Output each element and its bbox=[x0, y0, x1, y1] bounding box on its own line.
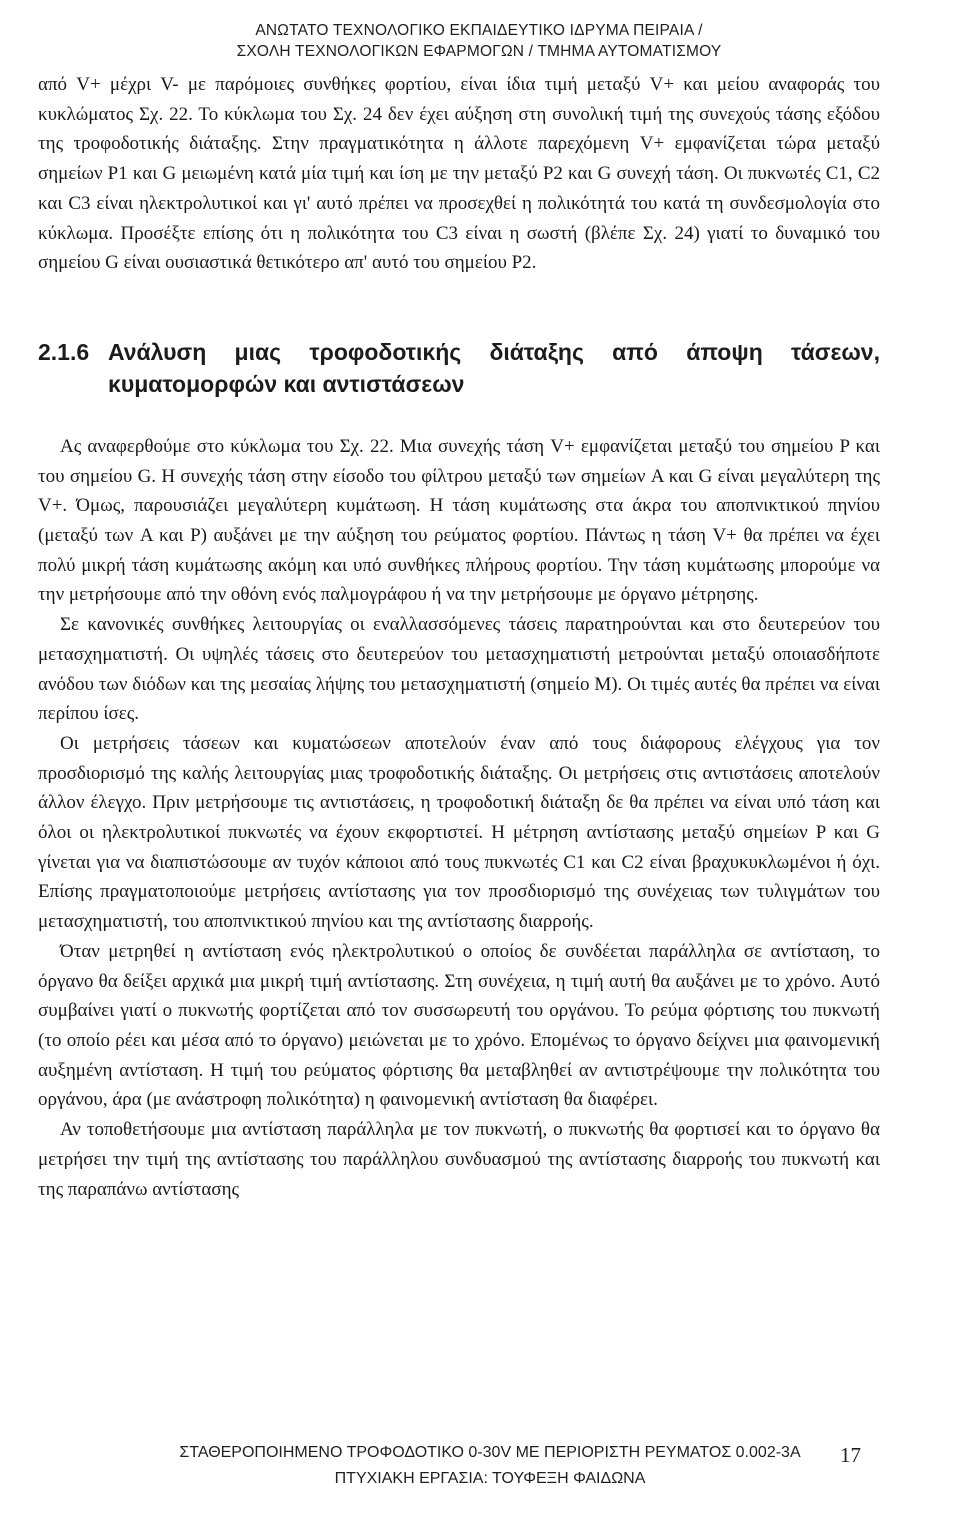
body-paragraph-1: Ας αναφερθούμε στο κύκλωμα του Σχ. 22. Μια συνεχής τάση V+ εμφανίζεται μεταξύ του σημείου P και του σημείου G. Η συνεχής τάση στην είσοδο του φίλτρου μεταξύ των σημείων A και G είναι μεγαλύτερη της V+. Όμως, παρουσιάζει μεγαλύτερη κυμάτωση. Η τάση κυμάτωσης στα άκρα του αποπνικτικού πηνίου (μεταξύ των A και P) αυξάνει με την αύξηση του ρεύματος φορτίου. Πάντως η τάση V+ θα πρέπει να έχει πολύ μικρή τάση κυμάτωσης ακόμη και υπό συνθήκες πλήρους φορτίου. Την τάση κυμάτωσης μπορούμε να την μετρήσουμε από την οθόνη ενός παλμογράφου ή να την μετρήσουμε με όργανο μέτρησης. bbox=[38, 435, 880, 606]
page-footer bbox=[0, 1440, 960, 1492]
section-number: 2.1.6 bbox=[38, 338, 90, 365]
header-department: ΣΧΟΛΗ ΤΕΧΝΟΛΟΓΙΚΩΝ ΕΦΑΡΜΟΓΩΝ / ΤΜΗΜΑ ΑΥΤΟΜΑΤΙΣΜΟΥ bbox=[236, 43, 722, 60]
page-header bbox=[38, 0, 880, 62]
body-paragraph-3: Οι μετρήσεις τάσεων και κυματώσεων αποτελούν έναν από τους διάφορους ελέγχους για τον προσδιορισμό της καλής λειτουργίας μιας τροφοδοτικής διάταξης. Οι μετρήσεις στις αντιστάσεις αποτελούν άλλον έλεγχο. Πριν μετρήσουμε τις αντιστάσεις, η τροφοδοτική διάταξη δε θα πρέπει να είναι υπό τάση και όλοι οι ηλεκτρολυτικοί πυκνωτές να έχουν εκφορτιστεί. Η μέτρηση αντίστασης μεταξύ σημείων P και G γίνεται για να διαπιστώσουμε αν τυχόν κάποιοι από τους πυκνωτές C1 και C2 είναι βραχυκυκλωμένοι ή όχι. Επίσης πραγματοποιούμε μετρήσεις αντίστασης για τον προσδιορισμό της συνέχειας των τυλιγμάτων του μετασχηματιστή, του αποπνικτικού πηνίου και της αντίστασης διαρροής. bbox=[38, 732, 880, 933]
body-paragraph-4: Όταν μετρηθεί η αντίσταση ενός ηλεκτρολυτικού ο οποίος δε συνδέεται παράλληλα σε αντίσταση, το όργανο θα δείξει αρχικά μια μικρή τιμή αντίστασης. Στη συνέχεια, η τιμή αυτή θα αυξάνει με το χρόνο. Αυτό συμβαίνει γιατί ο πυκνωτής φορτίζεται από τον συσσωρευτή του οργάνου. Το ρεύμα φόρτισης του πυκνωτή (το οποίο ρέει και μέσα από το όργανο) μειώνεται με το χρόνο. Επομένως το όργανο δείχνει μια φαινομενική αυξημένη αντίσταση. Η τιμή του ρεύματος φόρτισης θα μεταβληθεί αν αντιστρέψουμε την πολικότητα του οργάνου, άρα (με ανάστροφη πολικότητα) η φαινομενική αντίσταση θα διαφέρει. bbox=[38, 940, 880, 1111]
section-title: Ανάλυση μιας τροφοδοτικής διάταξης από άποψη τάσεων, κυματομορφών και αντιστάσεων bbox=[108, 338, 880, 397]
footer-author: ΠΤΥΧΙΑΚΗ ΕΡΓΑΣΙΑ: ΤΟΥΦΕΞΗ ΦΑΙΔΩΝΑ bbox=[334, 1470, 646, 1487]
body-paragraph-2: Σε κανονικές συνθήκες λειτουργίας οι εναλλασσόμενες τάσεις παρατηρούνται και στο δευτερεύον του μετασχηματιστή. Οι υψηλές τάσεις στο δευτερεύον του μετασχηματιστή μετρούνται μεταξύ οποιασδήποτε ανόδου των διόδων και της μεσαίας λήψης του μετασχηματιστή (σημείο M). Οι τιμές αυτές θα πρέπει να είναι περίπου ίσες. bbox=[38, 614, 880, 725]
body-paragraph-5: Αν τοποθετήσουμε μια αντίσταση παράλληλα με τον πυκνωτή, ο πυκνωτής θα φορτισεί και το όργανο θα μετρήσει την τιμή της αντίστασης του παράλληλου συνδυασμού της αντίστασης διαρροής του πυκνωτή και της παραπάνω αντίστασης bbox=[38, 1119, 880, 1200]
header-institution: ΑΝΩΤΑΤΟ ΤΕΧΝΟΛΟΓΙΚΟ ΕΚΠΑΙΔΕΥΤΙΚΟ ΙΔΡΥΜΑ ΠΕΙΡΑΙΑ / bbox=[255, 22, 703, 39]
section-heading bbox=[38, 336, 880, 400]
page-number: 17 bbox=[840, 1443, 861, 1467]
intro-paragraph: από V+ μέχρι V- με παρόμοιες συνθήκες φορτίου, είναι ίδια τιμή μεταξύ V+ και μείου αναφοράς του κυκλώματος Σχ. 22. Το κύκλωμα του Σχ. 24 δεν έχει αύξηση στη συνολική τιμή της συνεχούς τάσης εξόδου της τροφοδοτικής διάταξης. Στην πραγματικότητα η άλλοτε παρεχόμενη V+ εμφανίζεται τώρα μεταξύ σημείων P1 και G μειωμένη κατά μία τιμή και ίση με την μεταξύ P2 και G συνεχή τάση. Οι πυκνωτές C1, C2 και C3 είναι ηλεκτρολυτικοί και γι' αυτό πρέπει να προσεχθεί η πολικότητά του κατά τη συνδεσμολογία στο κύκλωμα. Προσέξτε επίσης ότι η πολικότητα του C3 είναι η σωστή (βλέπε Σχ. 24) γιατί το δυναμικό του σημείου G είναι ουσιαστικά θετικότερο απ' αυτό του σημείου P2. bbox=[38, 74, 880, 274]
footer-project-title: ΣΤΑΘΕΡΟΠΟΙΗΜΕΝΟ ΤΡΟΦΟΔΟΤΙΚΟ 0-30V ΜΕ ΠΕΡΙΟΡΙΣΤΗ ΡΕΥΜΑΤΟΣ 0.002-3A bbox=[179, 1444, 801, 1461]
spacer bbox=[38, 400, 880, 432]
